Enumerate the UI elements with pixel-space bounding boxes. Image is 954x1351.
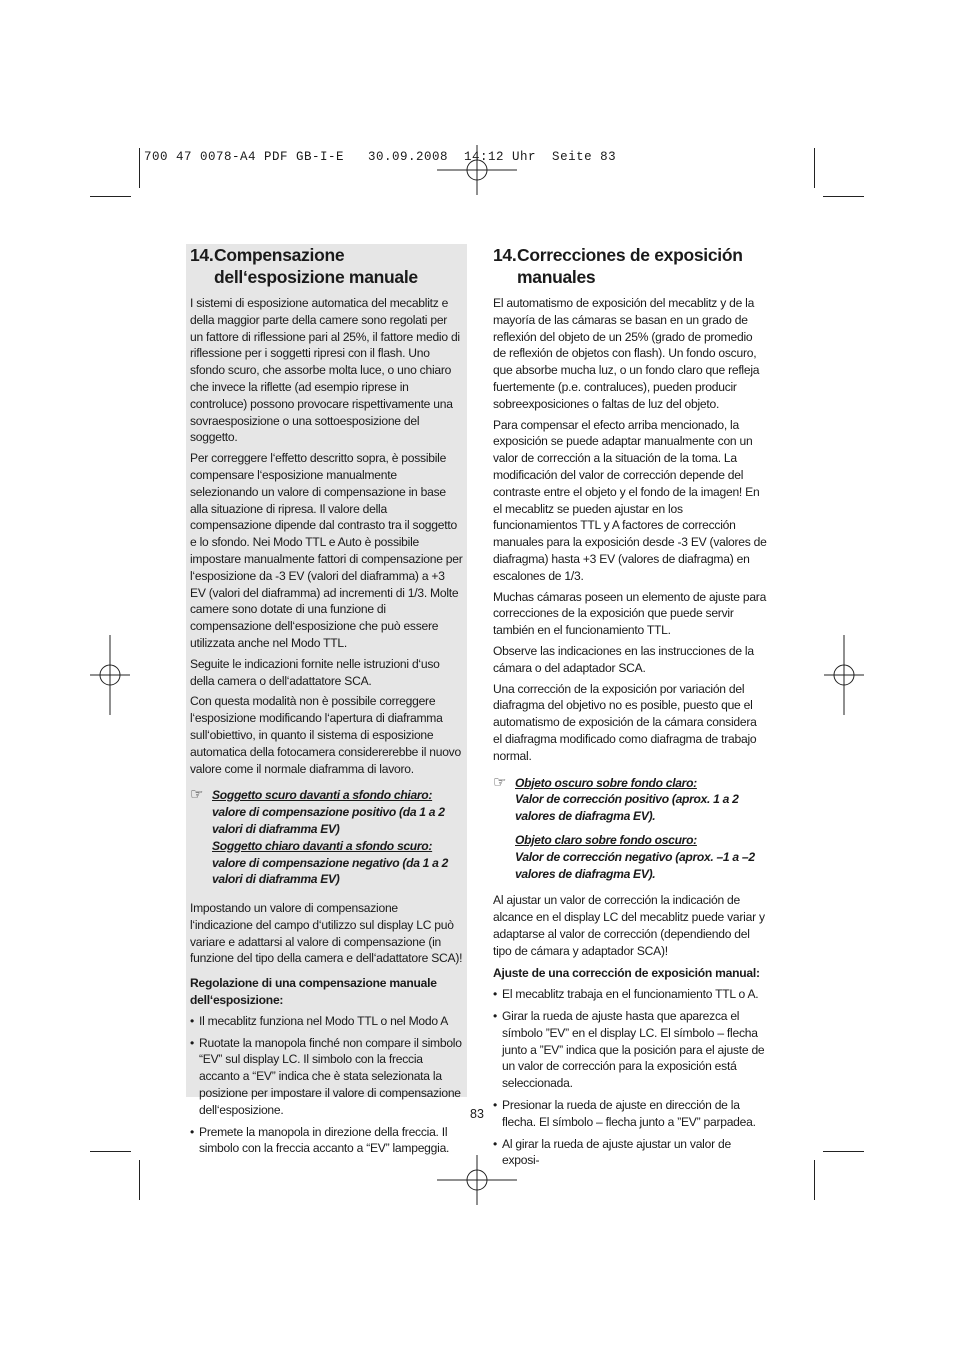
procedure-heading: Ajuste de una corrección de exposición manual: xyxy=(493,966,760,981)
crop-mark-top-left-vertical xyxy=(139,148,140,188)
heading-text: Correcciones de exposición manuales xyxy=(517,245,743,287)
list-item: • Presionar la rueda de ajuste en dirección de la flecha. El símbolo – flecha junto a ”EV” parpadea. xyxy=(493,1098,756,1129)
paragraph: Muchas cámaras poseen un elemento de ajuste para correcciones de la exposición que puede servir también en el funcionamiento TTL. xyxy=(493,589,767,638)
crop-mark-bottom-left-vertical xyxy=(139,1160,140,1200)
paragraph: Per correggere l‘effetto descritto sopra, è possibile compensare l‘esposizione manualmente selezionando un valore di compensazione in base alla situazione di ripresa. Il valore della compensazione dipende dal contrasto tra il soggetto e lo sfondo. Nei Modo TTL e Auto è possibile impostare manualmente fattori di compensazione per l‘esposizione da -3 EV (valori del diaframma) a +3 EV (valori del diaframma) ad incrementi di 1/3. Molte camere sono dotate di una funzione di compensazione dell‘esposizione che può essere utilizzata anche nel Modo TTL. xyxy=(190,451,463,650)
paragraph: Una corrección de la exposición por variación del diafragma del objetivo no es posible, puesto que el automatismo de exposición de la cámara considera el diafragma modificado como diafragma de trabajo normal. xyxy=(493,681,757,763)
procedure-heading: Regolazione di una compensazione manuale dell‘esposizione: xyxy=(190,976,437,1008)
list-item: • Il mecablitz funziona nel Modo TTL o nel Modo A xyxy=(190,1013,449,1028)
paragraph: I sistemi di esposizione automatica del mecablitz e della maggior parte della camere sono regolati per un fattore di riflessione pari al 25%, il fattore medio di riflessione per i soggetti ripresi con il flash. Uno sfondo scuro, che assorbe molta luce, o uno chiaro che invece la riflette (ad esempio riprese in controluce) possono provocare rispettivamente una sovraesposizione o una sottoesposizione del soggetto. xyxy=(190,296,460,445)
note-block xyxy=(493,775,767,883)
list-item: • Premete la manopola in direzione della freccia. Il simbolo con la freccia accanto a “EV” lampeggia. xyxy=(190,1124,450,1156)
list-item: • Al girar la rueda de ajuste ajustar un valor de exposi- xyxy=(493,1136,731,1168)
note-subtitle: Soggetto scuro davanti a sfondo chiaro: xyxy=(212,788,433,803)
crop-mark-top-left-horizontal xyxy=(90,196,131,197)
italian-column xyxy=(186,244,467,1156)
heading-text: Compensazione dell‘esposizione manuale xyxy=(214,245,418,287)
list-item: • Ruotate la manopola finché non compare il simbolo “EV” sul display LC. Il simbolo con la freccia accanto a “EV” indica che è stata selezionata la posizione per impostare il valore di compensazione dell‘esposizione. xyxy=(190,1035,462,1117)
paragraph: Observe las indicaciones en las instrucciones de la cámara o del adaptador SCA. xyxy=(493,643,754,675)
paragraph: Para compensar el efecto arriba mencionado, la exposición se puede adaptar manualmente con un valor de corrección a la situación de la toma. La modificación del valor de corrección depende del contraste entre el objeto y el fondo de la imagen! En el mecablitz se pueden ajustar en los funcionamientos TTL y A factores de corrección manuales para la exposición desde -3 EV (valores de diafragma) hasta +3 EV (valores de diafragma) en escalones de 1/3. xyxy=(493,417,767,583)
note-value: valore di compensazione negativo (da 1 a 2 valori di diaframma EV) xyxy=(212,855,449,887)
note-subtitle: Objeto oscuro sobre fondo claro: xyxy=(515,775,697,790)
note-subtitle: Soggetto chiaro davanti a sfondo scuro: xyxy=(212,838,433,853)
crop-mark-bottom-right-horizontal xyxy=(823,1151,864,1152)
registration-mark-left-icon xyxy=(90,635,130,715)
print-slug: 700 47 0078-A4 PDF GB-I-E 30.09.2008 14:12 Uhr Seite 83 xyxy=(144,150,617,164)
list-item: • El mecablitz trabaja en el funcionamiento TTL o A. xyxy=(493,987,759,1002)
registration-mark-top-icon xyxy=(437,145,517,195)
paragraph: Con questa modalità non è possibile correggere l‘esposizione modificando l‘apertura di diaframma sull‘obiettivo, in quanto il sistema di esposizione automatica della fotocamera considererebbe il nuovo valore come il normale diaframma di lavoro. xyxy=(190,694,461,776)
note-value: valore di compensazione positivo (da 1 a 2 valori di diaframma EV) xyxy=(212,805,445,836)
heading-number: 14. xyxy=(493,245,517,265)
pointing-hand-icon: ☞ xyxy=(493,773,507,791)
italian-heading xyxy=(190,244,463,288)
registration-mark-right-icon xyxy=(824,635,864,715)
crop-mark-top-right-horizontal xyxy=(823,196,864,197)
spanish-heading xyxy=(493,244,767,288)
note-value: Valor de corrección positivo (aprox. 1 a 2 valores de diafragma EV). xyxy=(515,792,739,824)
crop-mark-bottom-left-horizontal xyxy=(90,1151,131,1152)
note-value: Valor de corrección negativo (aprox. –1 a –2 valores de diafragma EV). xyxy=(515,849,755,881)
crop-mark-bottom-right-vertical xyxy=(814,1160,815,1200)
paragraph: Al ajustar un valor de corrección la indicación de alcance en el display LC del mecablitz puede variar y adaptarse al valor de corrección (dependiendo del tipo de cámara y adaptador SCA)! xyxy=(493,893,765,958)
pointing-hand-icon: ☞ xyxy=(190,786,204,804)
heading-number: 14. xyxy=(190,245,214,265)
note-block xyxy=(190,787,463,888)
page-number: 83 xyxy=(470,1107,484,1121)
paragraph: El automatismo de exposición del mecablitz y de la mayoría de las cámaras se basan en un grado de reflexión del objeto de un 25% (grado de promedio de reflexión de objetos con flash). Un fondo oscuro, que absorbe mucha luz, o un fondo claro que refleja fuertemente (p.e. contraluces), pueden producir sobreexposiciones o faltas de luz del objeto. xyxy=(493,296,760,411)
paragraph: Impostando un valore di compensazione l‘indicazione del campo d‘utilizzo sul display LC può variare e adattarsi al valore di compensazione (in funzione del tipo della camera e dell‘adattatore SCA)! xyxy=(190,901,463,966)
paragraph: Seguite le indicazioni fornite nelle istruzioni d‘uso della camera o dell‘adattatore SCA. xyxy=(190,656,440,688)
list-item: • Girar la rueda de ajuste hasta que aparezca el símbolo ”EV” en el display LC. El símbolo – flecha junto a ”EV” indica que la posición para el ajuste de un valor de corrección para la exposición está seleccionada. xyxy=(493,1009,765,1091)
crop-mark-top-right-vertical xyxy=(814,148,815,188)
note-subtitle: Objeto claro sobre fondo oscuro: xyxy=(515,832,697,847)
spanish-column xyxy=(489,244,771,1174)
